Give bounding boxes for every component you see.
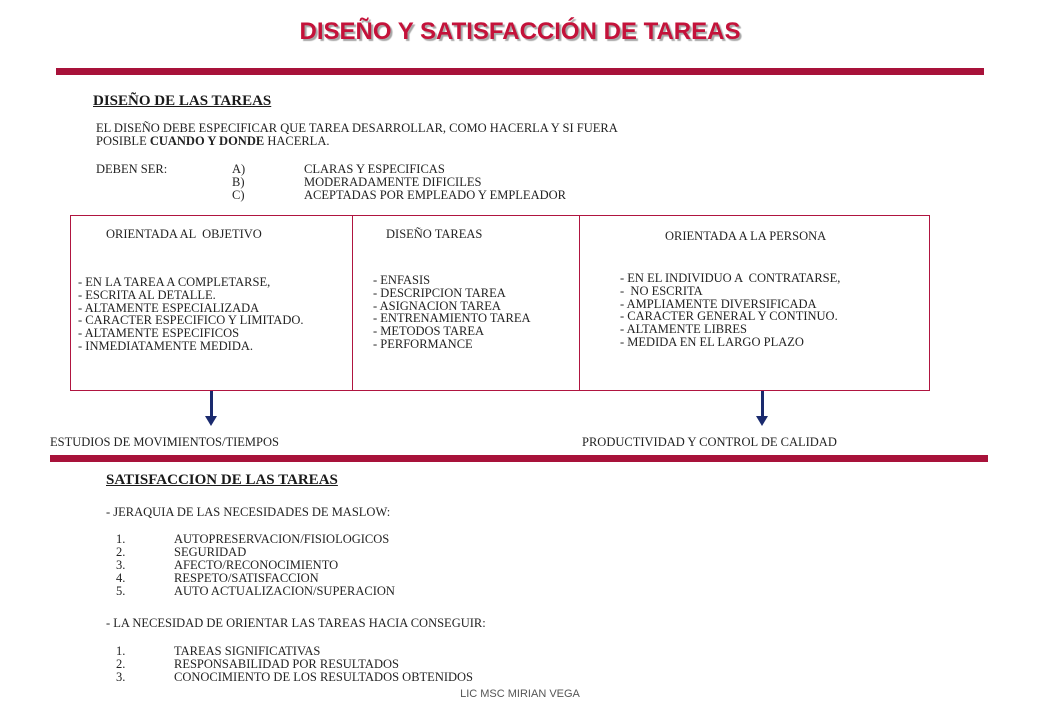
list-item: - ENTRENAMIENTO TAREA [373, 311, 531, 326]
list-item: - AMPLIAMENTE DIVERSIFICADA [620, 296, 817, 311]
deben-row [96, 189, 566, 202]
list-item [116, 533, 395, 546]
col-head-persona: ORIENTADA A LA PERSONA [665, 229, 827, 243]
item-text: AUTOPRESERVACION/FISIOLOGICOS [174, 532, 390, 546]
middle-divider [50, 455, 988, 462]
list-item [116, 671, 473, 684]
item-text: AFECTO/RECONOCIMIENTO [174, 558, 339, 572]
arrow-down-icon [205, 416, 217, 426]
col-persona-list [620, 272, 840, 349]
deben-label: DEBEN SER: [96, 162, 168, 176]
list-item: - METODOS TAREA [373, 324, 485, 339]
item-number: 4. [116, 571, 126, 585]
item-text: AUTO ACTUALIZACION/SUPERACION [174, 584, 395, 598]
diseno-intro [96, 122, 618, 148]
orientar-list [116, 645, 473, 684]
list-item: - ALTAMENTE ESPECIALIZADA [78, 300, 260, 315]
maslow-list [116, 533, 395, 598]
list-item: - ASIGNACION TAREA [373, 298, 501, 313]
maslow-intro: - JERAQUIA DE LAS NECESIDADES DE MASLOW: [106, 505, 391, 519]
orientar-intro: - LA NECESIDAD DE ORIENTAR LAS TAREAS HACIA CONSEGUIR: [106, 616, 486, 630]
list-item: - NO ESCRITA [620, 283, 703, 298]
item-text: CONOCIMIENTO DE LOS RESULTADOS OBTENIDOS [174, 670, 474, 684]
list-item: - EN LA TAREA A COMPLETARSE, [78, 275, 271, 289]
deben-text: ACEPTADAS POR EMPLEADO Y EMPLEADOR [304, 188, 566, 202]
outcome-right: PRODUCTIVIDAD Y CONTROL DE CALIDAD [582, 435, 837, 449]
item-text: SEGURIDAD [174, 545, 247, 559]
page-title: DISEÑO Y SATISFACCIÓN DE TAREAS [299, 18, 741, 45]
item-number: 2. [116, 657, 126, 671]
item-number: 5. [116, 584, 126, 598]
diseno-intro-line2 [96, 135, 618, 148]
arrow-down-icon [756, 416, 768, 426]
outcome-left: ESTUDIOS DE MOVIMIENTOS/TIEMPOS [50, 435, 279, 449]
column-divider [352, 215, 353, 390]
arrow-down-icon [210, 391, 213, 417]
deben-letter: B) [232, 175, 245, 189]
diseno-heading: DISEÑO DE LAS TAREAS [93, 93, 272, 109]
satisfaccion-heading: SATISFACCION DE LAS TAREAS [106, 472, 338, 488]
list-item: - PERFORMANCE [373, 336, 473, 351]
list-item: - EN EL INDIVIDUO A CONTRATARSE, [620, 271, 841, 285]
list-item [116, 585, 395, 598]
item-number: 2. [116, 545, 126, 559]
diseno-intro-line1: EL DISEÑO DEBE ESPECIFICAR QUE TAREA DESARROLLAR, COMO HACERLA Y SI FUERA [96, 121, 618, 135]
item-number: 1. [116, 644, 126, 658]
deben-letter: C) [232, 188, 245, 202]
column-divider [579, 215, 580, 390]
deben-letter: A) [232, 162, 246, 176]
intro-text: HACERLA. [264, 134, 330, 148]
list-item: - ESCRITA AL DETALLE. [78, 287, 216, 302]
arrow-down-icon [761, 391, 764, 417]
item-number: 1. [116, 532, 126, 546]
list-item: - ALTAMENTE LIBRES [620, 322, 748, 337]
list-item: - ENFASIS [373, 273, 431, 287]
intro-emphasis: CUANDO Y DONDE [149, 134, 265, 148]
list-item: - MEDIDA EN EL LARGO PLAZO [620, 334, 804, 349]
item-text: RESPETO/SATISFACCION [174, 571, 319, 585]
col-head-objetivo: ORIENTADA AL OBJETIVO [106, 227, 262, 241]
list-item: - ALTAMENTE ESPECIFICOS [78, 326, 240, 341]
col-diseno-list [373, 274, 531, 351]
list-item: - CARACTER ESPECIFICO Y LIMITADO. [78, 313, 304, 328]
deben-text: MODERADAMENTE DIFICILES [304, 175, 482, 189]
col-objetivo-list [78, 276, 304, 353]
item-text: RESPONSABILIDAD POR RESULTADOS [174, 657, 399, 671]
deben-ser-list [96, 163, 566, 202]
footer-author: LIC MSC MIRIAN VEGA [460, 688, 580, 700]
item-number: 3. [116, 558, 126, 572]
item-number: 3. [116, 670, 126, 684]
top-divider [56, 68, 984, 75]
list-item: - CARACTER GENERAL Y CONTINUO. [620, 309, 838, 324]
col-head-diseno: DISEÑO TAREAS [386, 227, 483, 241]
intro-text: POSIBLE [96, 134, 150, 148]
list-item: - DESCRIPCION TAREA [373, 285, 506, 300]
deben-text: CLARAS Y ESPECIFICAS [304, 162, 445, 176]
item-text: TAREAS SIGNIFICATIVAS [174, 644, 321, 658]
list-item: - INMEDIATAMENTE MEDIDA. [78, 338, 254, 353]
